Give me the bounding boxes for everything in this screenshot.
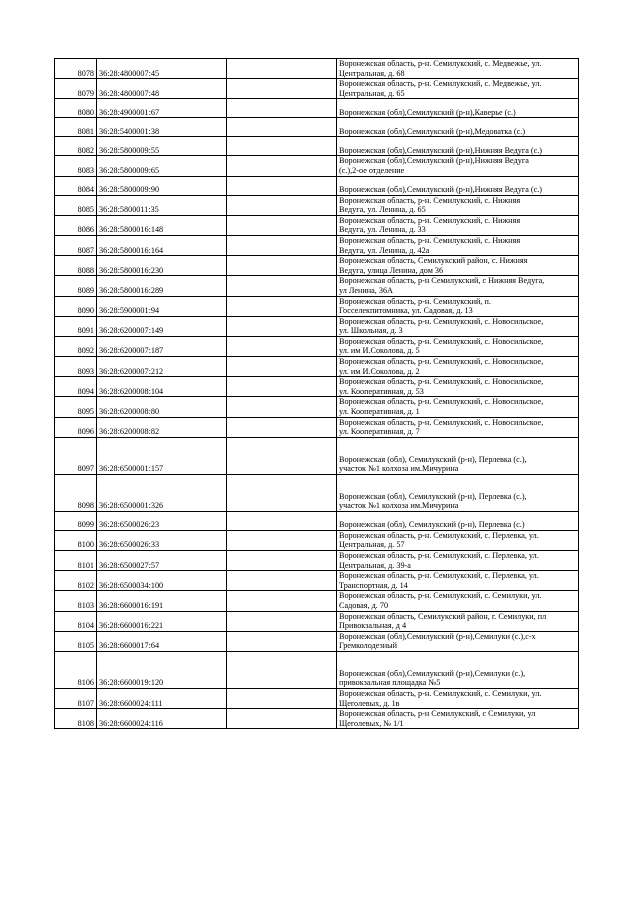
empty-cell [227,276,337,296]
empty-cell [227,59,337,79]
address-line: Воронежская область, р-н. Семилукский, с. Нижняя [339,195,521,205]
address-line: ул. Школьная, д. 3 [339,326,403,336]
table-row [55,631,579,651]
address-cell [337,59,579,79]
address-line: Воронежская область, р-н. Семилукский, с. Медвежье, ул. [339,59,542,68]
table-row [55,611,579,631]
address-cell [337,530,579,550]
address-line: участок №1 колхоза им.Мичурина [339,501,459,511]
table-row [55,118,579,137]
empty-cell [227,397,337,417]
table-row [55,530,579,550]
empty-cell [227,417,337,437]
cadastral-number: 36:28:5800016:289 [97,276,227,296]
address-line: Воронежская область, р-н. Семилукский, с. Семилуки, ул. [339,688,542,698]
row-number: 8105 [55,631,97,651]
row-number: 8082 [55,137,97,156]
table-row [55,377,579,397]
address-line: Воронежская область, р-н. Семилукский, с. Перлевка, ул. [339,571,539,581]
address-line: Центральная, д. 57 [339,540,405,550]
table-row [55,571,579,591]
table-row [55,296,579,316]
cadastral-number: 36:28:5800009:55 [97,137,227,156]
address-line: Воронежская область, р-н. Семилукский, с. Нижняя [339,215,521,225]
row-number: 8108 [55,709,97,729]
address-cell [337,611,579,631]
empty-cell [227,235,337,255]
address-line: привокзальная площадка №5 [339,678,441,688]
table-row [55,99,579,118]
empty-cell [227,611,337,631]
cadastral-number: 36:28:6600024:111 [97,688,227,708]
row-number: 8085 [55,195,97,215]
cadastral-number: 36:28:5800009:90 [97,176,227,195]
cadastral-number: 36:28:6200007:187 [97,336,227,356]
address-cell [337,118,579,137]
row-number: 8106 [55,651,97,688]
table-row [55,316,579,336]
empty-cell [227,591,337,611]
property-register-table [54,58,579,729]
address-line: Транспортная, д. 14 [339,580,408,590]
address-line: Воронежская (обл),Семилукский (р-н),Нижняя Ведуга (с.) [339,184,543,194]
address-line: Воронежская (обл),Семилукский (р-н),Нижняя Ведуга [339,156,529,166]
empty-cell [227,137,337,156]
address-line: Воронежская область, р-н. Семилукский, с. Семилуки, ул. [339,591,542,601]
address-cell [337,437,579,474]
address-line: ул. Кооперативная, д. 7 [339,427,420,437]
row-number: 8102 [55,571,97,591]
cadastral-number: 36:28:6200008:104 [97,377,227,397]
row-number: 8101 [55,551,97,571]
empty-cell [227,256,337,276]
cadastral-number: 36:28:4900001:67 [97,99,227,118]
address-cell [337,357,579,377]
cadastral-number: 36:28:6600019:120 [97,651,227,688]
address-line: Ведуга, ул. Ленина, д. 42а [339,245,430,255]
address-line: Центральная, д. 68 [339,68,405,78]
address-line: Ведуга, ул. Ленина, д. 65 [339,205,426,215]
address-line: Воронежская (обл),Семилукский (р-н),Каверье (с.) [339,107,516,117]
address-line: Воронежская область, р-н Семилукский, с Семилуки, ул [339,709,536,719]
table-row [55,156,579,176]
address-line: Воронежская область, р-н Семилукский, с Нижняя Ведуга, [339,276,545,286]
address-line: Центральная, д. 65 [339,88,405,98]
cadastral-number: 36:28:4800007:48 [97,79,227,99]
row-number: 8093 [55,357,97,377]
empty-cell [227,79,337,99]
address-line: ул. Кооперативная, д. 53 [339,386,424,396]
address-cell [337,591,579,611]
empty-cell [227,377,337,397]
address-cell [337,651,579,688]
cadastral-number: 36:28:4800007:45 [97,59,227,79]
address-line: Воронежская область, р-н. Семилукский, с. Нижняя [339,235,521,245]
empty-cell [227,195,337,215]
row-number: 8096 [55,417,97,437]
table-row [55,79,579,99]
address-line: Воронежская (обл), Семилукский (р-н), Перлевка (с.), [339,491,527,501]
address-cell [337,336,579,356]
row-number: 8099 [55,511,97,530]
address-line: ул. им И.Соколова, д. 5 [339,346,420,356]
table-row [55,591,579,611]
row-number: 8104 [55,611,97,631]
address-line: ул. им И.Соколова, д. 2 [339,366,420,376]
empty-cell [227,651,337,688]
cadastral-number: 36:28:6600016:191 [97,591,227,611]
address-line: Воронежская область, р-н. Семилукский, п. [339,296,491,306]
address-line: Госселекпитомника, ул. Садовая, д. 13 [339,306,473,316]
table-row [55,215,579,235]
row-number: 8100 [55,530,97,550]
cadastral-number: 36:28:6500027:57 [97,551,227,571]
cadastral-number: 36:28:6200008:82 [97,417,227,437]
row-number: 8107 [55,688,97,708]
address-line: Воронежская (обл), Семилукский (р-н), Перлевка (с.), [339,454,527,464]
empty-cell [227,631,337,651]
row-number: 8087 [55,235,97,255]
row-number: 8079 [55,79,97,99]
empty-cell [227,357,337,377]
address-line: Щеголевых, д. 1в [339,698,400,708]
address-cell [337,256,579,276]
row-number: 8078 [55,59,97,79]
address-cell [337,195,579,215]
empty-cell [227,474,337,511]
address-cell [337,316,579,336]
cadastral-number: 36:28:6500026:23 [97,511,227,530]
empty-cell [227,437,337,474]
table-row [55,474,579,511]
address-line: Воронежская область, р-н. Семилукский, с. Перлевка, ул. [339,551,539,560]
table-row [55,176,579,195]
empty-cell [227,530,337,550]
address-line: Щеголевых, № 1/1 [339,718,404,728]
address-line: Воронежская область, Семилукский район, с. Нижняя [339,256,528,266]
row-number: 8080 [55,99,97,118]
cadastral-number: 36:28:6500001:157 [97,437,227,474]
row-number: 8088 [55,256,97,276]
address-cell [337,235,579,255]
address-cell [337,474,579,511]
address-line: Воронежская область, р-н. Семилукский, с. Новосильское, [339,316,544,326]
cadastral-number: 36:28:6600024:116 [97,709,227,729]
row-number: 8103 [55,591,97,611]
address-cell [337,99,579,118]
empty-cell [227,551,337,571]
cadastral-number: 36:28:5800016:164 [97,235,227,255]
address-line: Воронежская область, р-н. Семилукский, с. Медвежье, ул. [339,79,542,89]
table-row [55,709,579,729]
address-line: Воронежская область, Семилукский район, г. Семилуки, пл [339,611,547,621]
address-line: ул. Кооперативная, д. 1 [339,407,420,417]
empty-cell [227,709,337,729]
cadastral-number: 36:28:5800009:65 [97,156,227,176]
table-row [55,397,579,417]
address-cell [337,511,579,530]
table-body [55,59,579,729]
table-row [55,437,579,474]
address-line: Ведуга, улица Ленина, дом 36 [339,265,444,275]
cadastral-number: 36:28:6500001:326 [97,474,227,511]
empty-cell [227,215,337,235]
cadastral-number: 36:28:6600016:221 [97,611,227,631]
address-line: Воронежская область, р-н. Семилукский, с. Новосильское, [339,377,544,387]
cadastral-number: 36:28:6200007:149 [97,316,227,336]
address-line: Воронежская область, р-н. Семилукский, с. Новосильское, [339,357,544,367]
address-cell [337,397,579,417]
address-line: Воронежская (обл), Семилукский (р-н), Перлевка (с.) [339,520,525,530]
row-number: 8097 [55,437,97,474]
cadastral-number: 36:28:5900001:94 [97,296,227,316]
cadastral-number: 36:28:6200007:212 [97,357,227,377]
address-line: ул Ленина, 36А [339,285,393,295]
table-row [55,59,579,79]
table-row [55,235,579,255]
cadastral-number: 36:28:6600017:64 [97,631,227,651]
empty-cell [227,688,337,708]
address-line: Воронежская (обл),Семилукский (р-н),Медоватка (с.) [339,126,526,136]
address-line: участок №1 колхоза им.Мичурина [339,464,459,474]
cadastral-number: 36:28:6500034:100 [97,571,227,591]
cadastral-number: 36:28:5800016:230 [97,256,227,276]
address-line: Воронежская область, р-н. Семилукский, с. Перлевка, ул. [339,530,539,540]
address-cell [337,631,579,651]
table-row [55,357,579,377]
address-line: Воронежская (обл),Семилукский (р-н),Семилуки (с.), [339,668,526,678]
address-line: (с.),2-ое отделение [339,165,405,175]
row-number: 8095 [55,397,97,417]
table-row [55,511,579,530]
row-number: 8083 [55,156,97,176]
address-line: Центральная, д. 39-а [339,560,411,570]
empty-cell [227,156,337,176]
row-number: 8094 [55,377,97,397]
table-row [55,651,579,688]
table-row [55,336,579,356]
address-cell [337,79,579,99]
empty-cell [227,336,337,356]
empty-cell [227,571,337,591]
cadastral-number: 36:28:6200008:80 [97,397,227,417]
address-line: Воронежская область, р-н. Семилукский, с. Новосильское, [339,397,544,407]
cadastral-number: 36:28:5800011:35 [97,195,227,215]
row-number: 8089 [55,276,97,296]
address-cell [337,571,579,591]
address-cell [337,688,579,708]
table-row [55,417,579,437]
address-cell [337,709,579,729]
row-number: 8084 [55,176,97,195]
address-cell [337,296,579,316]
address-line: Воронежская (обл),Семилукский (р-н),Нижняя Ведуга (с.) [339,145,543,155]
address-line: Воронежская (обл),Семилукский (р-н),Семилуки (с.),с-х [339,631,536,641]
address-cell [337,137,579,156]
row-number: 8090 [55,296,97,316]
empty-cell [227,176,337,195]
cadastral-number: 36:28:5400001:38 [97,118,227,137]
address-cell [337,551,579,571]
empty-cell [227,118,337,137]
table-row [55,276,579,296]
address-cell [337,276,579,296]
cadastral-number: 36:28:6500026:33 [97,530,227,550]
table-row [55,256,579,276]
row-number: 8092 [55,336,97,356]
address-cell [337,215,579,235]
empty-cell [227,316,337,336]
address-cell [337,156,579,176]
table-row [55,688,579,708]
cadastral-number: 36:28:5800016:148 [97,215,227,235]
empty-cell [227,511,337,530]
address-line: Гремколодезный [339,641,398,651]
row-number: 8081 [55,118,97,137]
address-line: Воронежская область, р-н. Семилукский, с. Новосильское, [339,336,544,346]
address-line: Ведуга, ул. Ленина, д. 33 [339,225,426,235]
row-number: 8098 [55,474,97,511]
row-number: 8086 [55,215,97,235]
empty-cell [227,99,337,118]
empty-cell [227,296,337,316]
address-line: Привокзальная, д 4 [339,621,407,631]
table-row [55,551,579,571]
address-cell [337,176,579,195]
table-row [55,195,579,215]
row-number: 8091 [55,316,97,336]
address-cell [337,377,579,397]
table-row [55,137,579,156]
address-line: Садовая, д. 70 [339,600,389,610]
address-line: Воронежская область, р-н. Семилукский, с. Новосильское, [339,417,544,427]
address-cell [337,417,579,437]
